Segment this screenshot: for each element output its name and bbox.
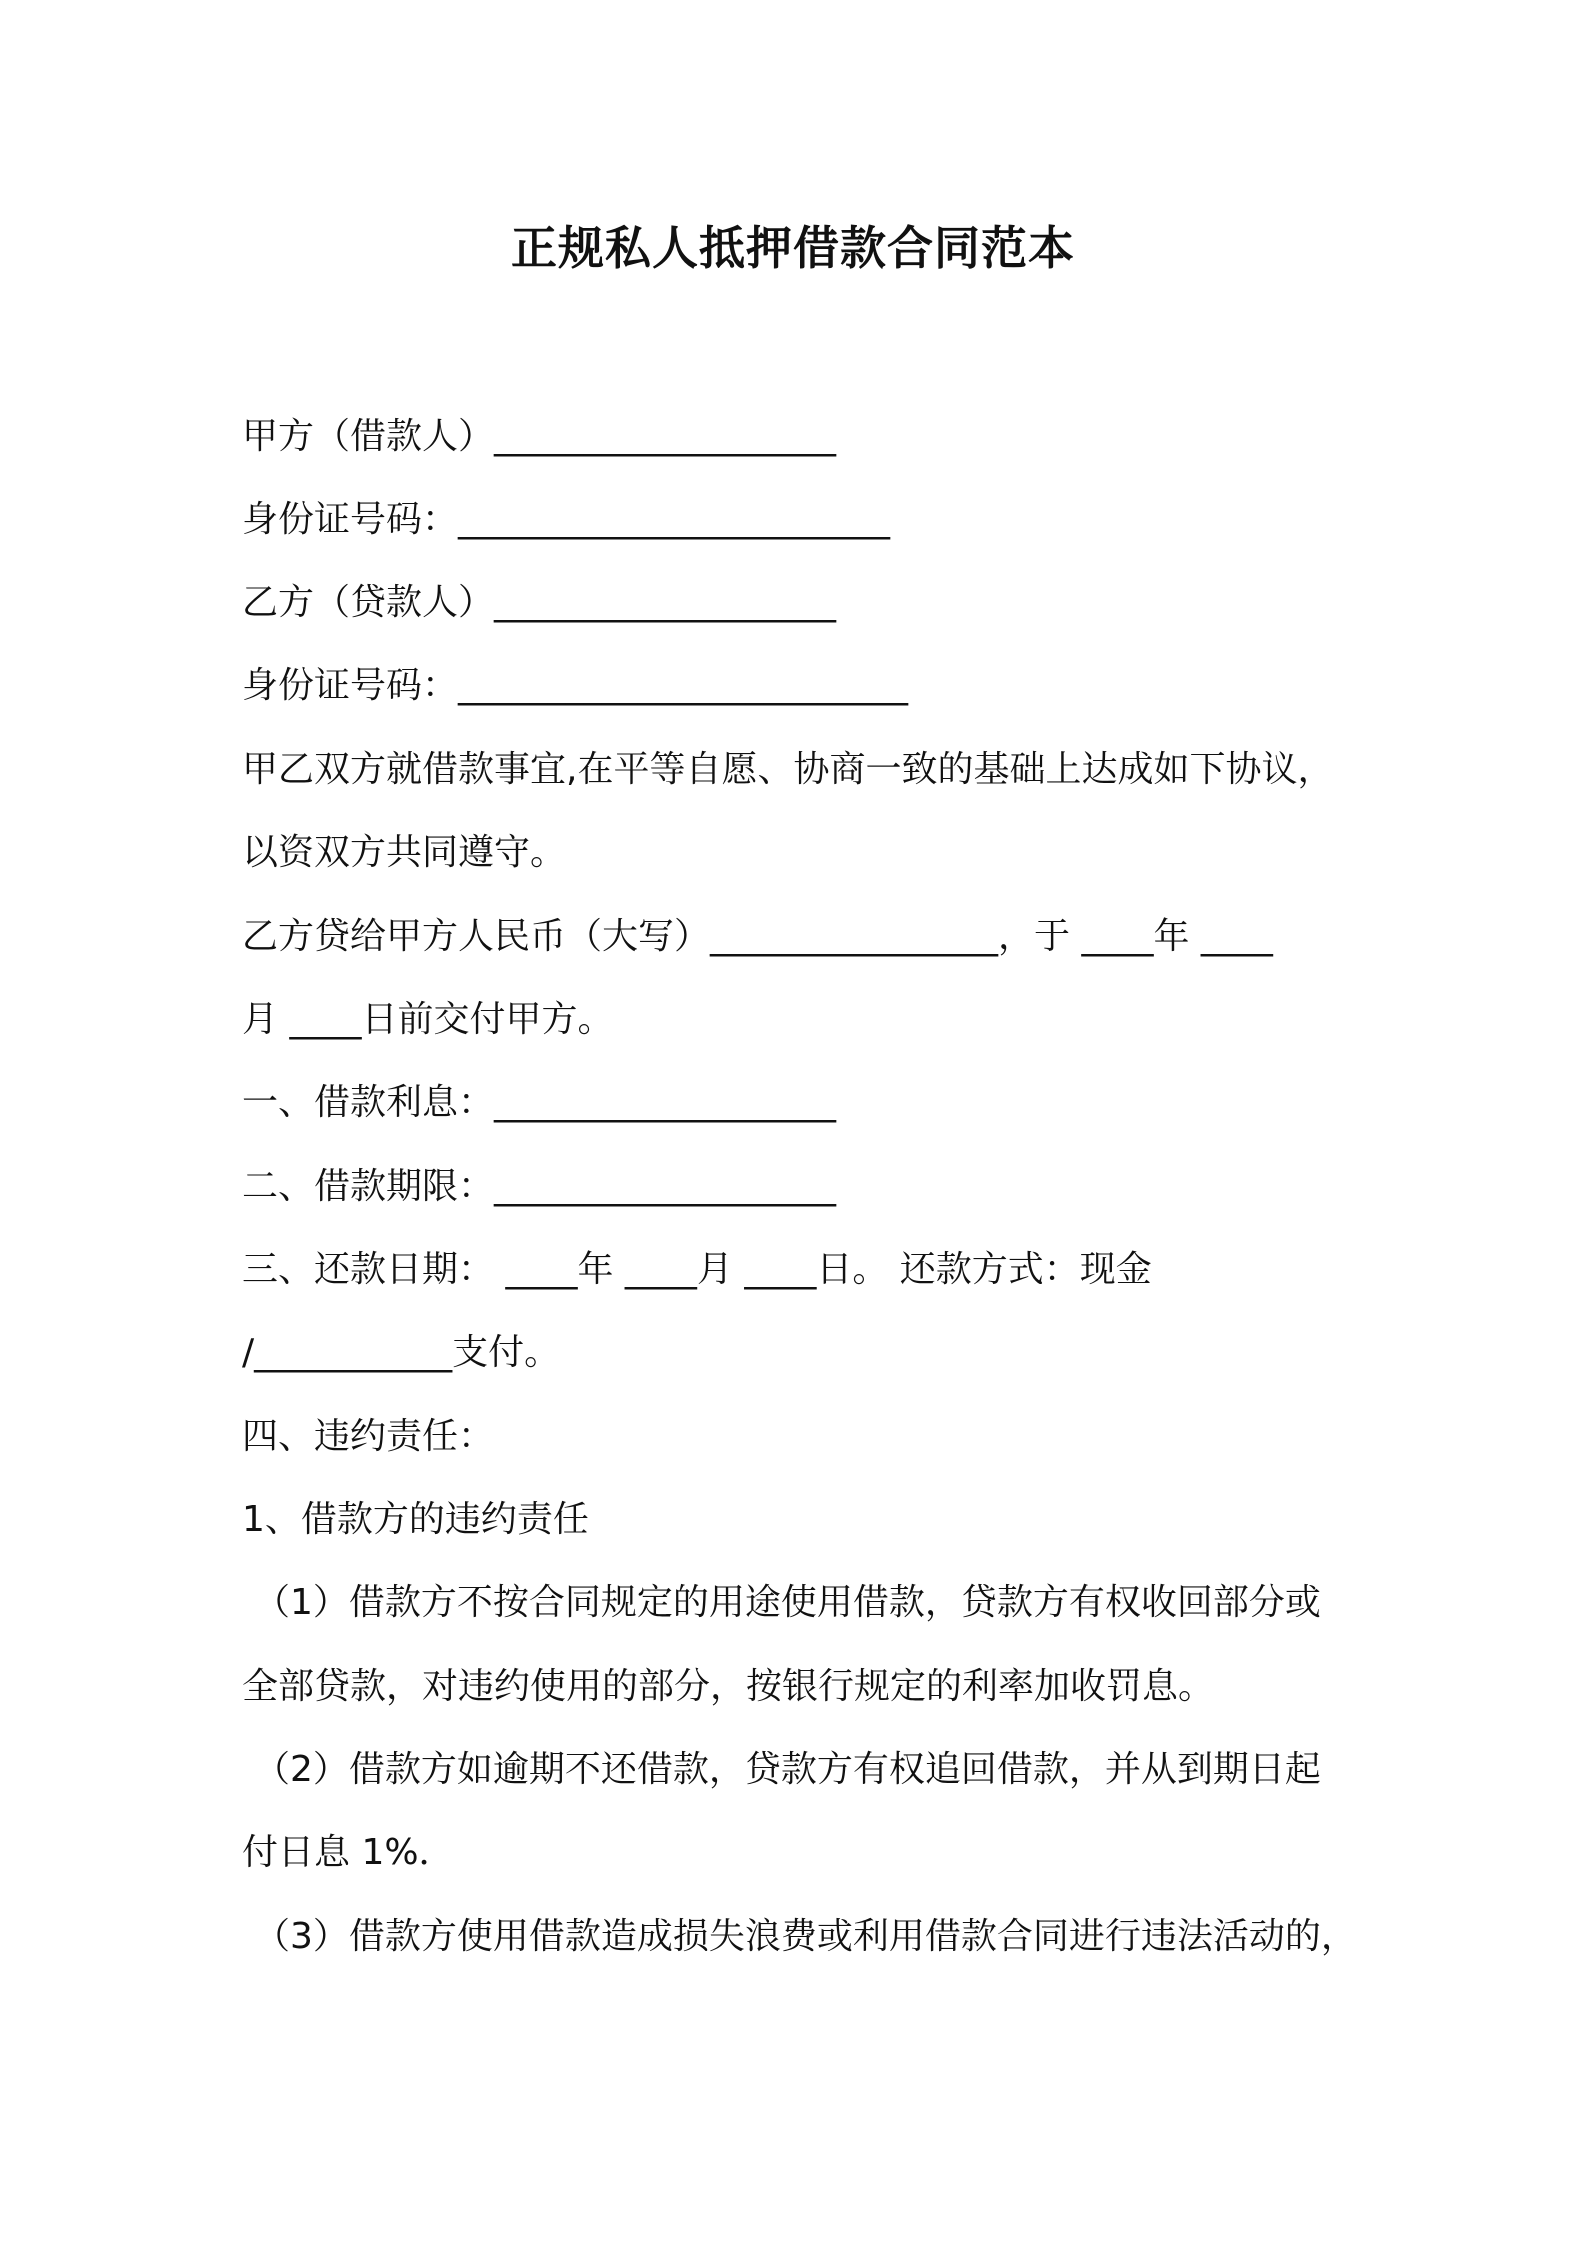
agreement-paragraph-line-2: 以资双方共同遵守。 — [242, 832, 567, 873]
lender-line: 乙方（贷款人）___________________ — [242, 582, 837, 623]
clause-1-line-2: 全部贷款，对违约使用的部分，按银行规定的利率加收罚息。 — [242, 1666, 1215, 1707]
lender-id-line: 身份证号码：_________________________ — [242, 665, 909, 706]
document-title: 正规私人抵押借款合同范本 — [511, 221, 1075, 275]
clause-2-line-1: （2）借款方如逾期不还借款，贷款方有权追回借款，并从到期日起 — [254, 1749, 1321, 1790]
loan-interest-line: 一、借款利息：___________________ — [242, 1082, 837, 1123]
repayment-method-line: /___________支付。 — [242, 1332, 561, 1373]
loan-amount-line-1: 乙方贷给甲方人民币（大写）________________，于 ____年 ____ — [242, 916, 1273, 957]
clause-1-line-1: （1）借款方不按合同规定的用途使用借款，贷款方有权收回部分或 — [254, 1582, 1321, 1623]
borrower-line: 甲方（借款人）___________________ — [242, 416, 837, 457]
loan-amount-line-2: 月 ____日前交付甲方。 — [242, 999, 614, 1040]
breach-heading: 四、违约责任： — [242, 1416, 495, 1457]
borrower-id-line: 身份证号码：________________________ — [242, 499, 891, 540]
borrower-breach-heading: 1、借款方的违约责任 — [242, 1499, 589, 1540]
clause-2-line-2: 付日息 1%． — [242, 1832, 455, 1873]
loan-term-line: 二、借款期限：___________________ — [242, 1166, 837, 1207]
agreement-paragraph-line-1: 甲乙双方就借款事宜,在平等自愿、协商一致的基础上达成如下协议， — [242, 749, 1334, 790]
repayment-date-line: 三、还款日期： ____年 ____月 ____日。 还款方式：现金 — [242, 1249, 1152, 1290]
clause-3-line-1: （3）借款方使用借款造成损失浪费或利用借款合同进行违法活动的， — [254, 1916, 1357, 1957]
